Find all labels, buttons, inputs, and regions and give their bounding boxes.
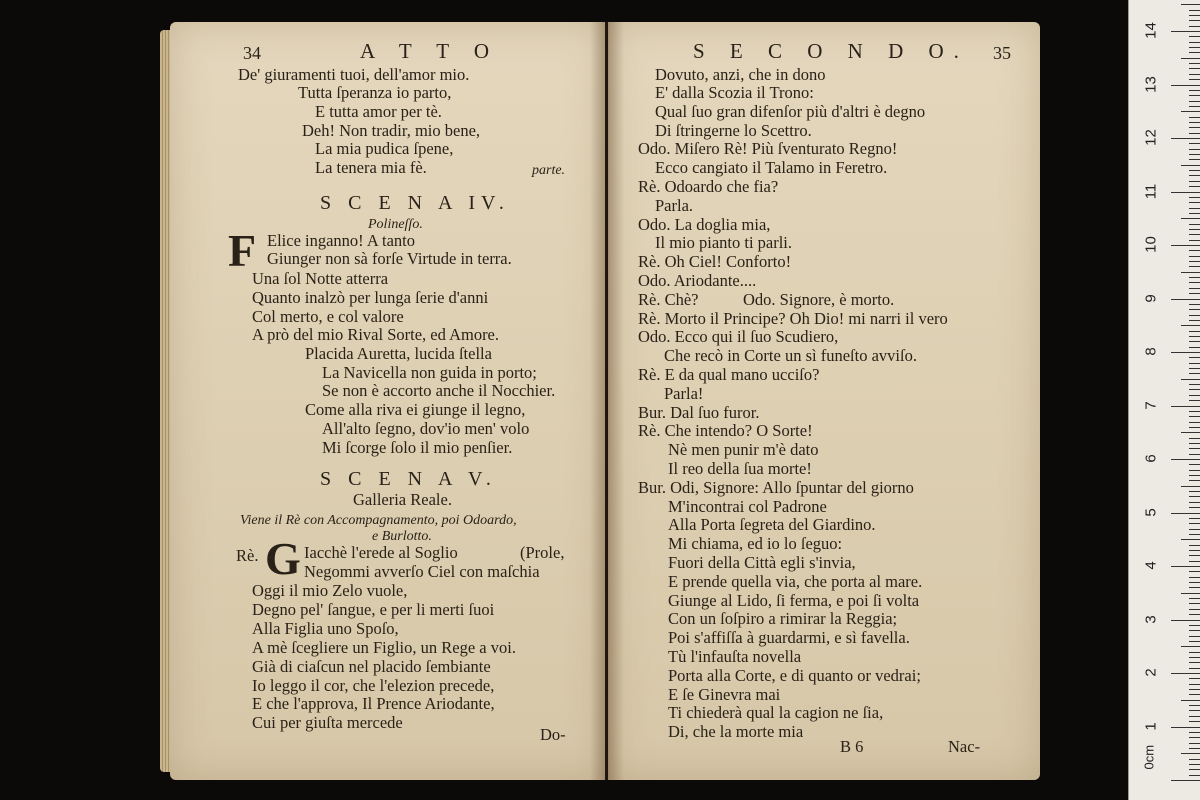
ruler-tick xyxy=(1171,459,1200,460)
ruler-tick xyxy=(1181,593,1200,594)
ruler-tick xyxy=(1189,470,1200,471)
text-line: Rè. Odoardo che fia? xyxy=(638,177,779,196)
measuring-ruler xyxy=(1128,0,1200,800)
ruler-tick xyxy=(1171,406,1200,407)
text-line: Parla. xyxy=(655,196,694,215)
text-line: Odo. Ariodante.... xyxy=(638,271,757,290)
ruler-tick xyxy=(1171,245,1200,246)
ruler-tick xyxy=(1189,341,1200,342)
ruler-tick xyxy=(1189,609,1200,610)
ruler-tick xyxy=(1171,85,1200,86)
ruler-tick xyxy=(1189,571,1200,572)
ruler-tick xyxy=(1189,47,1200,48)
ruler-tick xyxy=(1189,159,1200,160)
ruler-number: 4 xyxy=(1142,561,1160,570)
ruler-unit: 0cm xyxy=(1141,744,1157,770)
text-line: A prò del mio Rival Sorte, ed Amore. xyxy=(252,325,500,344)
ruler-tick xyxy=(1189,668,1200,669)
ruler-number: 8 xyxy=(1142,347,1160,356)
text-line: Elice inganno! A tanto xyxy=(267,231,416,250)
ruler-tick xyxy=(1189,630,1200,631)
ruler-tick xyxy=(1171,513,1200,514)
ruler-tick xyxy=(1189,534,1200,535)
ruler-tick xyxy=(1189,555,1200,556)
text-line: Come alla riva ei giunge il legno, xyxy=(305,400,526,419)
ruler-tick xyxy=(1189,309,1200,310)
ruler-tick xyxy=(1189,636,1200,637)
text-line: Rè. Oh Ciel! Conforto! xyxy=(638,252,792,271)
ruler-tick xyxy=(1189,716,1200,717)
ruler-tick xyxy=(1189,213,1200,214)
ruler-tick xyxy=(1181,700,1200,701)
text-line: Ti chiederà qual la cagion ne ſia, xyxy=(668,703,884,722)
ruler-tick xyxy=(1189,10,1200,11)
ruler-tick xyxy=(1189,256,1200,257)
ruler-tick xyxy=(1189,422,1200,423)
ruler-tick xyxy=(1181,165,1200,166)
right-page xyxy=(608,22,1040,780)
ruler-tick xyxy=(1189,427,1200,428)
ruler-tick xyxy=(1189,373,1200,374)
ruler-tick xyxy=(1189,652,1200,653)
stage-direction: parte. xyxy=(532,163,566,178)
page-number: 35 xyxy=(993,43,1011,63)
text-line: E che l'approva, Il Prence Ariodante, xyxy=(252,694,495,713)
catchword: Nac- xyxy=(948,737,981,756)
ruler-tick xyxy=(1189,518,1200,519)
text-line: La mia pudica ſpene, xyxy=(315,139,454,158)
ruler-tick xyxy=(1189,389,1200,390)
ruler-tick xyxy=(1189,288,1200,289)
ruler-tick xyxy=(1189,561,1200,562)
ruler-tick xyxy=(1171,566,1200,567)
ruler-tick xyxy=(1189,678,1200,679)
ruler-tick xyxy=(1189,315,1200,316)
text-line: Il reo della ſua morte! xyxy=(668,459,812,478)
ruler-tick xyxy=(1189,363,1200,364)
ruler-number: 12 xyxy=(1142,129,1160,146)
drop-cap: F xyxy=(228,225,257,276)
ruler-tick xyxy=(1181,4,1200,5)
ruler-tick xyxy=(1189,74,1200,75)
ruler-tick xyxy=(1189,101,1200,102)
ruler-tick xyxy=(1171,299,1200,300)
ruler-tick xyxy=(1189,743,1200,744)
ruler-number: 9 xyxy=(1142,293,1160,303)
ruler-tick xyxy=(1189,598,1200,599)
text-line: (Prole, xyxy=(520,543,565,562)
ruler-tick xyxy=(1189,395,1200,396)
ruler-number: 13 xyxy=(1142,75,1160,93)
ruler-number: 14 xyxy=(1142,22,1160,39)
ruler-tick xyxy=(1189,491,1200,492)
ruler-tick xyxy=(1189,523,1200,524)
ruler-tick xyxy=(1189,15,1200,16)
ruler-tick xyxy=(1189,186,1200,187)
stage-direction: Viene il Rè con Accompagnamento, poi Odoardo, xyxy=(240,513,517,528)
ruler-tick xyxy=(1189,347,1200,348)
ruler-number: 1 xyxy=(1142,721,1160,731)
text-line: Che recò in Corte un sì funeſto avviſo. xyxy=(664,346,917,365)
text-line: Di ſtringerne lo Scettro. xyxy=(655,121,812,140)
scene-heading: S C E N A V. xyxy=(320,468,497,490)
text-line: Alla Porta ſegreta del Giardino. xyxy=(668,515,876,534)
text-line: Io leggo il cor, che l'elezion precede, xyxy=(252,676,495,695)
ruler-tick xyxy=(1181,272,1200,273)
text-line: Giunger non sà forſe Virtude in terra. xyxy=(267,249,512,268)
ruler-tick xyxy=(1181,218,1200,219)
ruler-tick xyxy=(1189,689,1200,690)
ruler-tick xyxy=(1189,234,1200,235)
text-line: Odo. Signore, è morto. xyxy=(743,290,895,309)
ruler-tick xyxy=(1189,224,1200,225)
ruler-tick xyxy=(1189,705,1200,706)
text-line: Di, che la morte mia xyxy=(668,722,804,741)
text-line: Placida Auretta, lucida ſtella xyxy=(305,344,492,363)
signature-mark: B 6 xyxy=(840,737,864,756)
text-line: Odo. La doglia mia, xyxy=(638,215,771,234)
ruler-tick xyxy=(1189,710,1200,711)
ruler-tick xyxy=(1189,277,1200,278)
ruler-tick xyxy=(1189,117,1200,118)
location-line: Galleria Reale. xyxy=(353,490,452,509)
ruler-tick xyxy=(1189,529,1200,530)
ruler-tick xyxy=(1181,111,1200,112)
ruler-tick xyxy=(1171,31,1200,32)
text-line: Mi ſcorge ſolo il mio penſier. xyxy=(322,438,513,457)
open-book xyxy=(160,22,1040,780)
character-name: Polineſſo. xyxy=(368,217,423,232)
ruler-tick xyxy=(1171,352,1200,353)
ruler-tick xyxy=(1189,384,1200,385)
text-line: M'incontrai col Padrone xyxy=(668,497,827,516)
ruler-tick xyxy=(1189,400,1200,401)
book-gutter xyxy=(590,22,624,780)
text-line: La Navicella non guida in porto; xyxy=(322,363,537,382)
text-line: Il mio pianto ti parli. xyxy=(655,233,793,252)
ruler-tick xyxy=(1189,662,1200,663)
ruler-tick xyxy=(1189,625,1200,626)
ruler-tick xyxy=(1189,577,1200,578)
text-line: Odo. Ecco qui il ſuo Scudiero, xyxy=(638,327,839,346)
ruler-tick xyxy=(1171,192,1200,193)
text-line: Una ſol Notte atterra xyxy=(252,269,389,288)
ruler-tick xyxy=(1189,502,1200,503)
ruler-tick xyxy=(1171,620,1200,621)
ruler-tick xyxy=(1189,748,1200,749)
ruler-tick xyxy=(1189,331,1200,332)
ruler-tick xyxy=(1189,261,1200,262)
ruler-tick xyxy=(1189,208,1200,209)
ruler-tick xyxy=(1189,769,1200,770)
text-line: E prende quella via, che porta al mare. xyxy=(668,572,923,591)
text-line: Dovuto, anzi, che in dono xyxy=(655,65,826,84)
ruler-tick xyxy=(1189,133,1200,134)
ruler-tick xyxy=(1189,448,1200,449)
ruler-tick xyxy=(1189,641,1200,642)
ruler-tick xyxy=(1189,416,1200,417)
text-line: Nè men punir m'è dato xyxy=(668,440,819,459)
ruler-tick xyxy=(1171,138,1200,139)
ruler-tick xyxy=(1189,68,1200,69)
ruler-tick xyxy=(1189,368,1200,369)
ruler-tick xyxy=(1189,496,1200,497)
ruler-number: 5 xyxy=(1142,507,1160,517)
text-line: Iacchè l'erede al Soglio xyxy=(304,543,458,562)
ruler-tick xyxy=(1189,20,1200,21)
ruler-tick xyxy=(1189,443,1200,444)
text-line: All'alto ſegno, dov'io men' volo xyxy=(322,419,530,438)
ruler-tick xyxy=(1189,545,1200,546)
text-line: Negommi avverſo Ciel con maſchia xyxy=(304,562,540,581)
text-line: Porta alla Corte, e di quanto or vedrai; xyxy=(668,666,921,685)
ruler-tick xyxy=(1189,106,1200,107)
drop-cap: G xyxy=(265,533,301,584)
ruler-number: 3 xyxy=(1142,614,1160,624)
text-line: Giunge al Lido, ſi ferma, e poi ſi volta xyxy=(668,591,920,610)
text-line: Poi s'affiſſa à guardarmi, e sì favella. xyxy=(668,628,910,647)
ruler-tick xyxy=(1171,673,1200,674)
ruler-tick xyxy=(1189,587,1200,588)
ruler-tick xyxy=(1189,550,1200,551)
ruler-tick xyxy=(1189,266,1200,267)
ruler-tick xyxy=(1189,90,1200,91)
ruler-tick xyxy=(1189,764,1200,765)
ruler-tick xyxy=(1189,79,1200,80)
text-line: Odo. Miſero Rè! Più ſventurato Regno! xyxy=(638,139,898,158)
text-line: Qual ſuo gran difenſor più d'altri è degno xyxy=(655,102,926,121)
ruler-number: 6 xyxy=(1142,454,1160,463)
text-line: Se non è accorto anche il Nocchier. xyxy=(322,381,556,400)
ruler-tick xyxy=(1189,336,1200,337)
page-number: 34 xyxy=(243,43,261,63)
ruler-tick xyxy=(1189,26,1200,27)
text-line: Ecco cangiato il Talamo in Feretro. xyxy=(655,158,888,177)
running-head: S E C O N D O. xyxy=(693,39,969,63)
text-line: E tutta amor per tè. xyxy=(315,102,442,121)
ruler-tick xyxy=(1181,486,1200,487)
ruler-tick xyxy=(1189,282,1200,283)
ruler-tick xyxy=(1189,143,1200,144)
text-line: E ſe Ginevra mai xyxy=(668,685,781,704)
ruler-tick xyxy=(1181,379,1200,380)
ruler-tick xyxy=(1189,122,1200,123)
ruler-tick xyxy=(1189,507,1200,508)
ruler-tick xyxy=(1189,657,1200,658)
text-line: La tenera mia fè. xyxy=(315,158,427,177)
ruler-number: 7 xyxy=(1142,400,1160,410)
ruler-tick xyxy=(1189,614,1200,615)
ruler-tick xyxy=(1189,175,1200,176)
ruler-tick xyxy=(1181,646,1200,647)
ruler-tick xyxy=(1189,240,1200,241)
ruler-tick xyxy=(1181,58,1200,59)
ruler-tick xyxy=(1189,250,1200,251)
ruler-tick xyxy=(1189,357,1200,358)
text-line: Parla! xyxy=(664,384,704,403)
text-line: Rè. Che intendo? O Sorte! xyxy=(638,421,813,440)
ruler-tick xyxy=(1189,42,1200,43)
text-line: A mè ſcegliere un Figlio, un Rege a voi. xyxy=(252,638,516,657)
ruler-tick xyxy=(1189,438,1200,439)
ruler-tick xyxy=(1171,780,1200,781)
running-head: A T T O xyxy=(360,39,500,63)
ruler-tick xyxy=(1189,694,1200,695)
ruler-tick xyxy=(1189,36,1200,37)
ruler-tick xyxy=(1189,149,1200,150)
text-line: Tutta ſperanza io parto, xyxy=(298,83,452,102)
ruler-tick xyxy=(1181,539,1200,540)
text-line: E' dalla Scozia il Trono: xyxy=(655,83,814,102)
ruler-tick xyxy=(1189,229,1200,230)
ruler-tick xyxy=(1181,753,1200,754)
ruler-tick xyxy=(1189,480,1200,481)
text-line: Bur. Odi, Signore: Allo ſpuntar del giorno xyxy=(638,478,914,497)
ruler-tick xyxy=(1189,475,1200,476)
text-line: Degno pel' ſangue, e per li merti ſuoi xyxy=(252,600,495,619)
text-line: Rè. E da qual mano ucciſo? xyxy=(638,365,820,384)
ruler-number: 11 xyxy=(1142,183,1160,199)
text-line: Tù l'infauſta novella xyxy=(668,647,802,666)
stage-direction: e Burlotto. xyxy=(372,529,432,544)
ruler-tick xyxy=(1189,320,1200,321)
catchword: Do- xyxy=(540,725,566,744)
text-line: Con un ſoſpiro a rimirar la Reggia; xyxy=(668,609,898,628)
ruler-tick xyxy=(1189,737,1200,738)
ruler-tick xyxy=(1189,721,1200,722)
ruler-tick xyxy=(1189,197,1200,198)
ruler-tick xyxy=(1171,727,1200,728)
ruler-tick xyxy=(1189,127,1200,128)
text-line: Rè. Morto il Principe? Oh Dio! mi narri il vero xyxy=(638,309,948,328)
ruler-tick xyxy=(1181,325,1200,326)
ruler-tick xyxy=(1189,732,1200,733)
text-line: De' giuramenti tuoi, dell'amor mio. xyxy=(238,65,470,84)
ruler-tick xyxy=(1189,202,1200,203)
ruler-tick xyxy=(1189,181,1200,182)
ruler-tick xyxy=(1189,684,1200,685)
text-line: Col merto, e col valore xyxy=(252,307,404,326)
text-line: Quanto inalzò per lunga ſerie d'anni xyxy=(252,288,489,307)
text-line: Mi chiama, ed io lo ſeguo: xyxy=(668,534,843,553)
ruler-tick xyxy=(1189,759,1200,760)
ruler-number: 2 xyxy=(1142,668,1160,677)
speaker-label: Rè. xyxy=(236,546,259,565)
ruler-tick xyxy=(1189,52,1200,53)
ruler-tick xyxy=(1189,411,1200,412)
text-line: Rè. Chè? xyxy=(638,290,699,309)
ruler-tick xyxy=(1189,603,1200,604)
ruler-tick xyxy=(1181,432,1200,433)
text-line: Deh! Non tradir, mio bene, xyxy=(302,121,481,140)
text-line: Cui per giuſta mercede xyxy=(252,713,403,732)
ruler-tick xyxy=(1189,95,1200,96)
text-line: Già di ciaſcun nel placido ſembiante xyxy=(252,657,491,676)
ruler-tick xyxy=(1189,170,1200,171)
ruler-tick xyxy=(1189,63,1200,64)
left-page xyxy=(170,22,605,780)
ruler-tick xyxy=(1189,582,1200,583)
text-line: Fuori della Città egli s'invia, xyxy=(668,553,856,572)
ruler-tick xyxy=(1189,464,1200,465)
ruler-tick xyxy=(1189,454,1200,455)
ruler-tick xyxy=(1189,304,1200,305)
ruler-tick xyxy=(1189,293,1200,294)
scene-heading: S C E N A IV. xyxy=(320,192,510,214)
ruler-tick xyxy=(1189,154,1200,155)
text-line: Bur. Dal ſuo furor. xyxy=(638,403,760,422)
text-line: Oggi il mio Zelo vuole, xyxy=(252,581,408,600)
ruler-tick xyxy=(1189,775,1200,776)
text-line: Alla Figlia uno Spoſo, xyxy=(252,619,399,638)
ruler-number: 10 xyxy=(1142,236,1160,253)
